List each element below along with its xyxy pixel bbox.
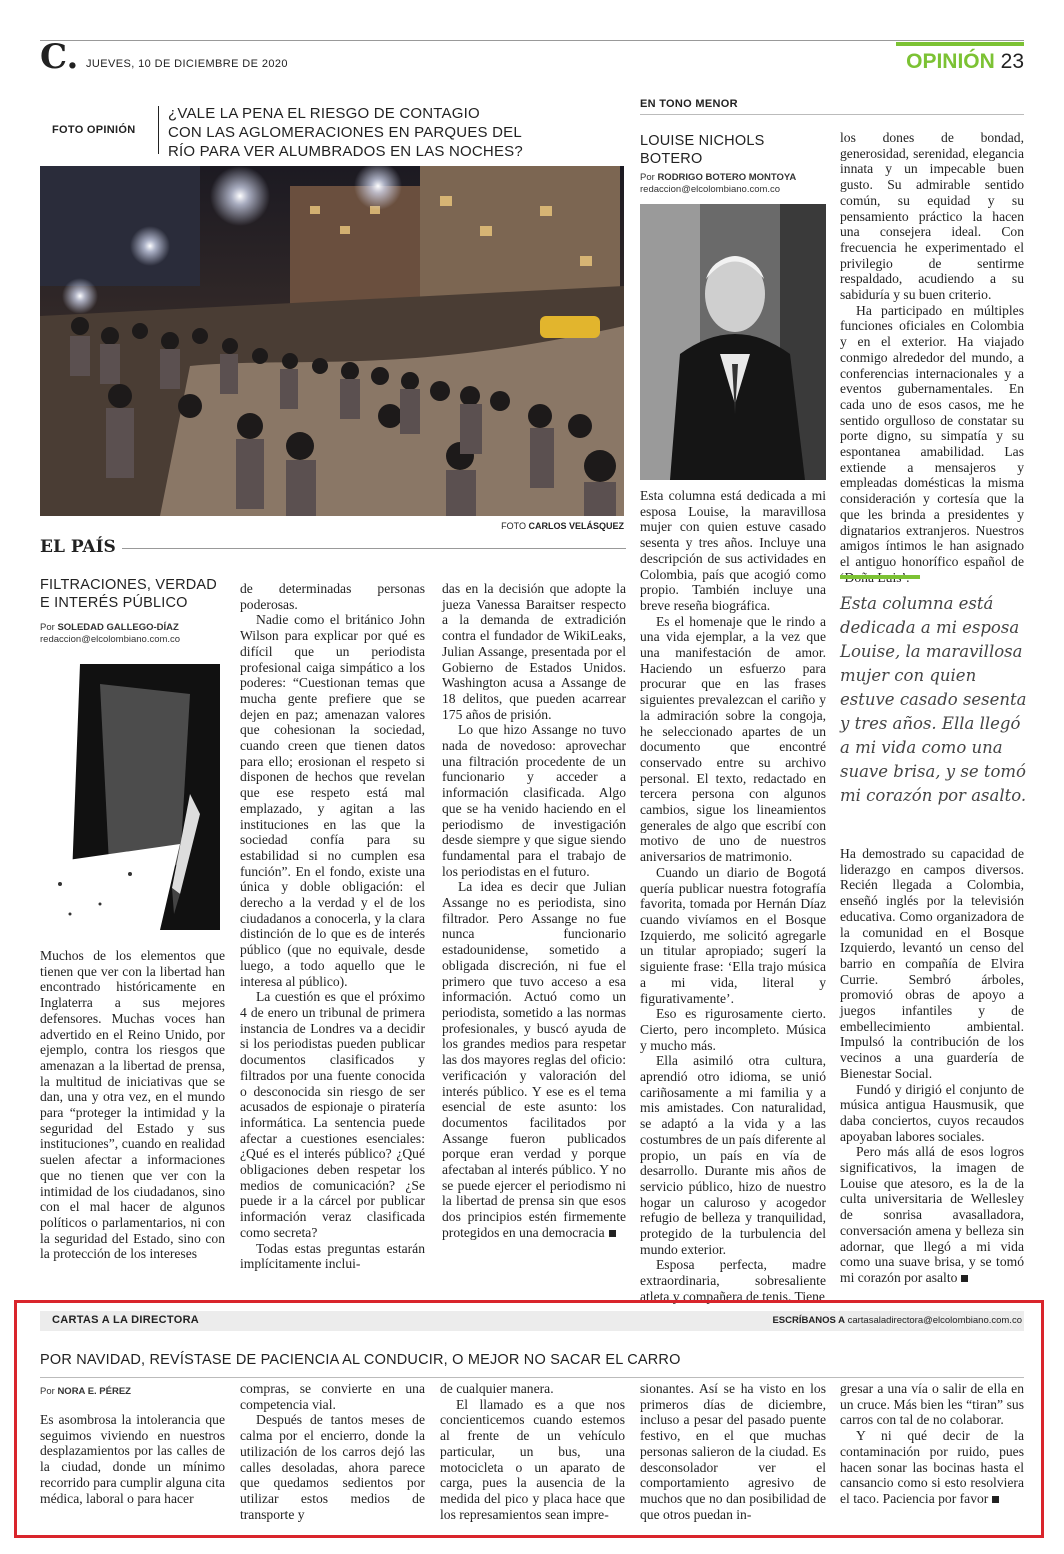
el-pais-email: redaccion@elcolombiano.com.co <box>40 634 181 645</box>
night-crowd-photo <box>40 166 624 516</box>
pull-quote-accent <box>840 575 920 579</box>
logo <box>40 38 78 76</box>
header-date: JUEVES, 10 DE DICIEMBRE DE 2020 <box>86 58 288 70</box>
foto-opinion-divider <box>158 106 159 154</box>
tono-menor-email: redaccion@elcolombiano.com.co <box>640 184 781 195</box>
cartas-column-5: gresar a una vía o salir de ella en un cruce. Más bien les “tiran” sus carros con tal de no colaborar. Y ni qué decir de la contaminación por ruido, pues hacen sonar las bocinas hasta el cansancio como si esto resolviera el taco. Paciencia por favor <box>840 1381 1024 1506</box>
cartas-email: cartasaladirectora@elcolombiano.com.co <box>847 1315 1022 1326</box>
author-portrait <box>640 204 826 480</box>
page-number: 23 <box>1000 50 1024 73</box>
el-pais-byline: Por SOLEDAD GALLEGO-DÍAZ <box>40 622 179 633</box>
logo-letter: C. <box>40 37 79 77</box>
tono-menor-column-2-top: los dones de bondad, generosidad, serenidad, elegancia innata y un impecable buen gusto. Su admirable sentido común, su equidad y su pensamiento práctico la hacen una consejera ideal. Con frecuencia he experimentado el privilegio de sentirme respaldado, acudiendo a su sabiduría y su buen criterio. Ha participado en múltiples funciones oficiales en Colombia y en el exterior. Ha viajado conmigo alrededor del mundo, a conferencias internacionales y a eventos gubernamentales. En cada uno de esos casos, me he sentido orgulloso de constatar su porte digno, su simpatía y su espontanea amabilidad. Las extiende a mensajeros y empleadas domésticas la misma consideración y cortesía que la que les brinda a presidentes y dignatarios extranjeros. Nuestros amigos íntimos le han asignado el antiguo honorífico español de <box>840 130 1024 569</box>
tono-menor-kicker: EN TONO MENOR <box>640 98 738 110</box>
section-accent-bar <box>896 42 1024 46</box>
cartas-kicker: CARTAS A LA DIRECTORA <box>52 1314 200 1326</box>
foto-opinion-label: FOTO OPINIÓN <box>52 124 136 136</box>
pen-illustration <box>40 664 220 930</box>
el-pais-top-rule <box>40 548 626 549</box>
cartas-write: ESCRÍBANOS A cartasaladirectora@elcolombiano.com.co <box>772 1315 1022 1326</box>
el-pais-column-2: de determinadas personas poderosas. Nadie como el británico John Wilson para explicar por qué es difícil que un periodista profesional caiga simpático a los poderes: “Cuestionan temas que mucha gente prefiere que se dejen en paz; amenazan valores que cohesionan la sociedad, cuando creen que tienen datos para ello; erosionan el respeto si disponen de hechos que revelan que ese respeto está mal emplazado, y agitan a las instituciones en las que la sociedad confía para su estabilidad si no cumplen esa función”. En el fondo, existe una única y doble obligación: el derecho a la verdad y el de los ciudadanos a conocerla, y la clara distinción de lo que es de interés público (que no equivale, desde luego, a todo aquello que le interesa al público). La cuestión es que el próximo 4 de enero un tribunal de primera instancia de Londres va a decidir si los periodistas pueden publicar documentos clasificados y filtrados por una fuente conocida o desconocida sin riesgo de ser acusados de espionaje o piratería informática. La sentencia puede afectar a cuestiones esenciales: ¿Qué es el interés público? ¿Qué obligaciones deben respetar los medios de comunicación? ¿Se puede ir a la cárcel por publicar información veraz clasificada como secreta? Todas estas preguntas estarán implícitamente inclui- <box>240 581 425 1272</box>
cartas-rule <box>40 1377 1024 1378</box>
tono-menor-title: LOUISE NICHOLS BOTERO <box>640 133 765 167</box>
cartas-headline: POR NAVIDAD, REVÍSTASE DE PACIENCIA AL CONDUCIR, O MEJOR NO SACAR EL CARRO <box>40 1352 681 1368</box>
section-name: OPINIÓN <box>906 50 995 73</box>
el-pais-logo: EL PAÍS <box>40 537 122 557</box>
cartas-column-1: Es asombrosa la intolerancia que seguimos viviendo en nuestros desplazamientos por las calles de la ciudad, donde un mínimo recorrido para cumplir alguna cita médica, laboral o para hacer <box>40 1412 225 1506</box>
tono-menor-byline: Por RODRIGO BOTERO MONTOYA <box>640 172 797 183</box>
el-pais-column-3: das en la decisión que adopte la jueza Vanessa Baraitser respecto a la demanda de extradición contra el fundador de WikiLeaks, Julian Assange, presentada por el Gobierno de Estados Unidos. Washington acusa a Assange de 18 delitos, que pueden acarrear 175 años de prisión. Lo que hizo Assange no tuvo nada de novedoso: aprovechar una filtración procedente de un funcionario y acceder a información clasificada. Algo que se ha venido haciendo en el periodismo de investigación desde siempre y que sigue siendo fundamental para el trabajo de los periodistas en el futuro. La idea es decir que Julian Assange no es periodista, sino filtrador. Pero Assange no fue nunca funcionario estadounidense, sometido a obligada discreción, ni fue el primero que tuvo acceso a esa información. Actuó como un periodista, sometido a las normas profesionales, y buscó ayuda de los grandes medios para respetar las dos mayores reglas del oficio: verificación y valoración del interés público. Y ese es el tema esencial de este asunto: los documentos facilitados por Assange fueron publicados porque eran verdad y porque afectaban al interés público. Y no se puede ejercer el periodismo ni la libertad de prensa sin que esos dos principios estén firmemente protegidos en una democracia <box>442 581 626 1240</box>
el-pais-column-1: Muchos de los elementos que tienen que ver con la libertad han encontrado históricamente en Inglaterra a sus mejores defensores. Muchas voces han advertido en el Reino Unido, por ejemplo, contra los riesgos que amenazan a la libertad de prensa, la multitud de iniciativas que se dan, una y otra vez, en el mundo para “proteger la intimidad y la seguridad del Estado y sus instituciones”, cuando en realidad suelen afectar a informaciones que no tienen que ver con la intimidad de los ciudadanos, sino con el mal hacer de algunos políticos o parlamentarios, ni con la seguridad del Estado, sino con la protección de los intereses <box>40 948 225 1262</box>
end-mark <box>609 1230 616 1237</box>
section-title <box>906 50 1024 74</box>
cartas-column-3: de cualquier manera. El llamado es a que nos concienticemos cuando estemos al frente de un vehículo particular, un bus, una motocicleta o un aparato de carga, pues la ausencia de la medida del pico y placa hace que los represamientos sean impre- <box>440 1381 625 1522</box>
cartas-column-4: sionantes. Así se ha visto en los primeros días de diciembre, incluso a pesar del pasado puente festivo, en el que muchas personas salieron de la ciudad. Es desconsolador ver el comportamiento agresivo de muchos que no dan posibilidad de que otros puedan in- <box>640 1381 826 1522</box>
tono-menor-rule <box>640 114 1024 115</box>
el-pais-title: FILTRACIONES, VERDAD E INTERÉS PÚBLICO <box>40 577 217 611</box>
cartas-column-2: compras, se convierte en una competencia vial. Después de tantos meses de calma por el encierro, donde la utilización de los carros dejó las calles desoladas, ahora parece que quedamos sedientos por utilizar estos medios de transporte y <box>240 1381 425 1522</box>
end-mark <box>961 1275 968 1282</box>
end-mark <box>992 1496 999 1503</box>
tono-menor-column-1: Esta columna está dedicada a mi esposa Louise, la maravillosa mujer con quien estuve casado sesenta y tres años. Incluye una descripción de sus actividades en Colombia, país que acogió como propio. También incluye una breve reseña biográfica. Es el homenaje que le rindo a una vida ejemplar, a la vez que una manifestación de amor. Haciendo un esfuerzo para procurar que en las frases siguientes prevalezcan el cariño y la admiración sobre la congoja, he seleccionado apartes de un documento que encontré conservado entre su archivo personal. El texto, redactado en tercera persona con algunos cambios, sigue los lineamientos generales de algo que escribí con motivo de uno de nuestros aniversarios de matrimonio. Cuando un diario de Bogotá quería publicar nuestra fotografía favorita, tomada por Hernán Díaz cuando vivíamos en el Bosque Izquierdo, me solicitó agregarle un titular apropiado; sugerí la siguiente frase: ‘Ella trajo música a mi vida, literal y figurativamente’. Eso es rigurosamente cierto. Cierto, pero incompleto. Música y mucho más. Ella asimiló otra cultura, aprendió otro idioma, se unió cariñosamente a mi familia y a mis amistades. Con naturalidad, se adaptó a la vida y a las costumbres de un país diferente al propio, un país en vía de desarrollo. Durante mis años de servicio público, hizo de nuestro hogar un caluroso y acogedor refugio de belleza y tranquilidad, protegido de la turbulencia del mundo exterior. Esposa perfecta, madre extraordinaria, sobresaliente atleta y compañera de tenis. Tiene <box>640 488 826 1304</box>
cartas-byline: Por NORA E. PÉREZ <box>40 1386 131 1397</box>
header-top-rule <box>40 40 1024 41</box>
pull-quote: Esta columna está dedicada a mi esposa Louise, la maravillosa mujer con quien estuve casado sesenta y tres años. Ella llegó a mi vida como una suave brisa, y se tomó mi corazón por asalto. <box>840 594 1027 805</box>
foto-opinion-question: ¿VALE LA PENA EL RIESGO DE CONTAGIO CON LAS AGLOMERACIONES EN PARQUES DEL RÍO PARA VER ALUMBRADOS EN LAS NOCHES? <box>168 105 523 160</box>
tono-menor-column-2-bottom: Ha demostrado su capacidad de liderazgo en campos diversos. Recién llegada a Colombia, enseñó inglés por la televisión educativa. Como organizadora de la comunidad en el Bosque Izquierdo, levantó un censo del barrio en compañía de Elvira Currie. Sembró árboles, promovió obras de apoyo a juegos infantiles y de embellecimiento ambiental. Impulsó la contribución de los vecinos a una guardería de Bienestar Social. Fundó y dirigió el conjunto de música antigua Hausmusik, que daba conciertos, cuyos recaudos apoyaban labores sociales. Pero más allá de esos logros significativos, la imagen de Louise que atesoro, es la de la culta universitaria de Wellesley de sonrisa avasalladora, conversación amena y belleza sin adornar, que llegó a mi vida como una suave brisa, y se tomó mi corazón por asalto <box>840 846 1024 1285</box>
photo-credit: FOTO CARLOS VELÁSQUEZ <box>501 521 624 531</box>
